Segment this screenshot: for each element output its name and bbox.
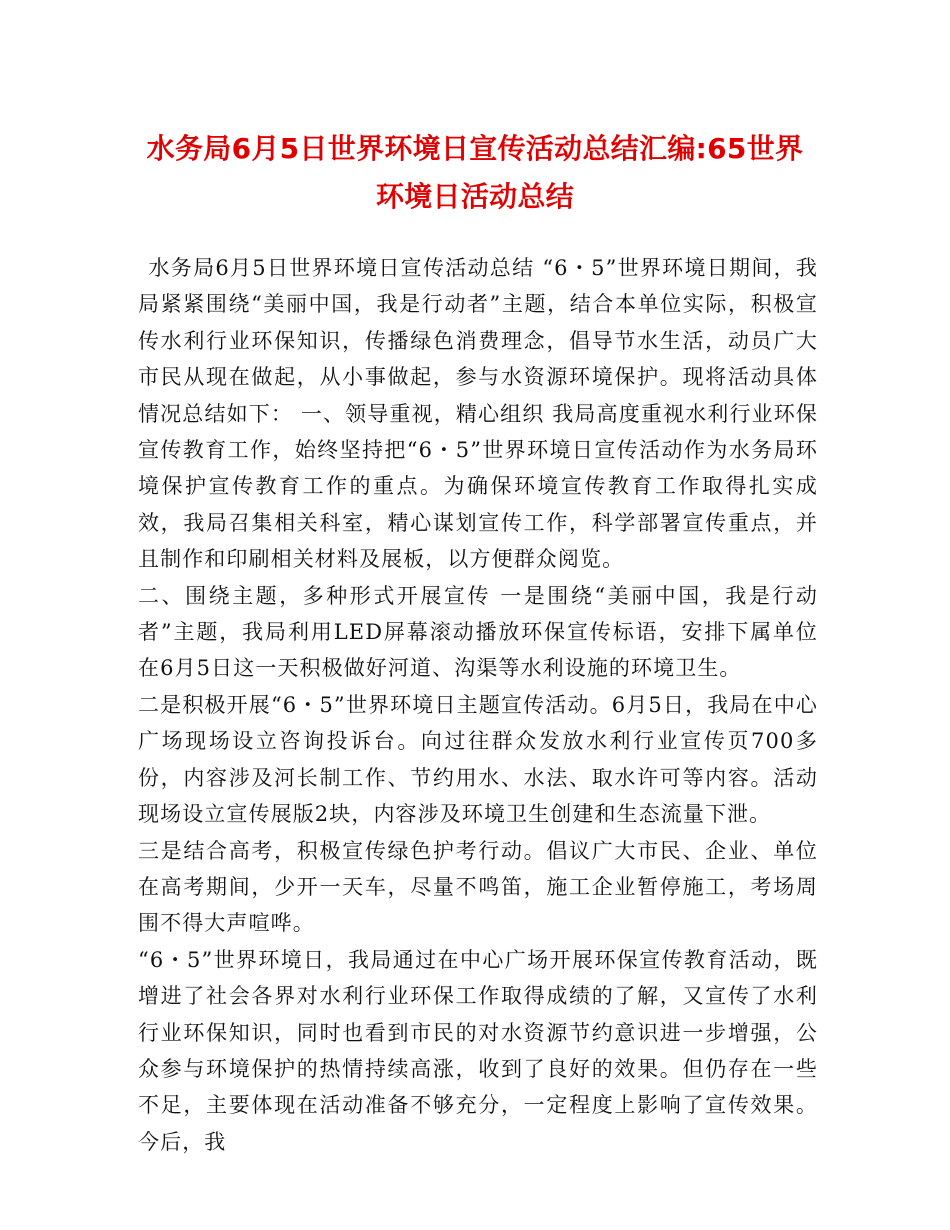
paragraph-intro: 水务局6月5日世界环境日宣传活动总结 “6・5”世界环境日期间，我局紧紧围绕“美丽中国，我是行动者”主题，结合本单位实际，积极宣传水利行业环保知识，传播绿色消费理念，倡导节水生活，动员广大市民从现在做起，从小事做起，参与水资源环境保护。现将活动具体情况总结如下： 一、领导重视，精心组织 我局高度重视水利行业环保宣传教育工作，始终坚持把“6・5”世界环境日宣传活动作为水务局环境保护宣传教育工作的重点。为确保环境宣传教育工作取得扎实成效，我局召集相关科室，精心谋划宣传工作，科学部署宣传重点，并且制作和印刷相关材料及展板，以方便群众阅览。 xyxy=(138,256,818,572)
paragraph-activity-three: 三是结合高考，积极宣传绿色护考行动。倡议广大市民、企业、单位在高考期间，少开一天车，尽量不鸣笛，施工企业暂停施工，考场周围不得大声喧哗。 xyxy=(138,838,818,936)
paragraph-section-two: 二、围绕主题，多种形式开展宣传 一是围绕“美丽中国，我是行动者”主题，我局利用LED屏幕滚动播放环保宣传标语，安排下属单位在6月5日这一天积极做好河道、沟渠等水利设施的环境卫生。 xyxy=(138,583,818,681)
paragraph-activity-two: 二是积极开展“6・5”世界环境日主题宣传活动。6月5日，我局在中心广场现场设立咨询投诉台。向过往群众发放水利行业宣传页700多份，内容涉及河长制工作、节约用水、水法、取水许可等内容。活动现场设立宣传展版2块，内容涉及环境卫生创建和生态流量下泄。 xyxy=(138,692,818,827)
document-body xyxy=(138,250,818,1160)
document-title: 水务局6月5日世界环境日宣传活动总结汇编:65世界环境日活动总结 xyxy=(146,132,804,213)
paragraph-conclusion: “6・5”世界环境日，我局通过在中心广场开展环保宣传教育活动，既增进了社会各界对水利行业环保工作取得成绩的了解，又宣传了水利行业环保知识，同时也看到市民的对水资源节约意识进一步增强，公众参与环境保护的热情持续高涨，收到了良好的效果。但仍存在一些不足，主要体现在活动准备不够充分，一定程度上影响了宣传效果。今后，我 xyxy=(138,947,818,1154)
